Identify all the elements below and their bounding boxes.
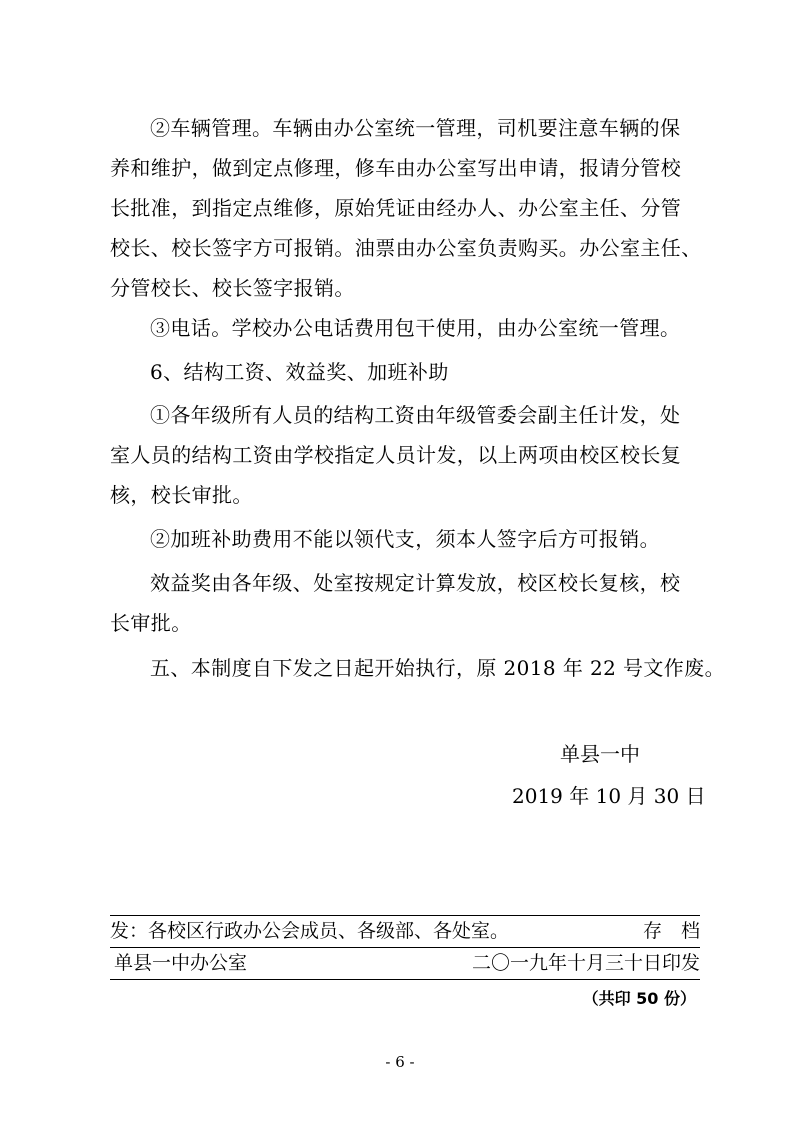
paragraph-line: 养和维护，做到定点修理，修车由办公室写出申请，报请分管校 — [110, 156, 682, 180]
copies-count: （共印 50 份） — [582, 989, 696, 1008]
paragraph-line: 校长、校长签字方可报销。油票由办公室负责购买。办公室主任、 — [110, 236, 702, 260]
paragraph-line: 核，校长审批。 — [110, 483, 253, 507]
paragraph-line: 效益奖由各年级、处室按规定计算发放，校区校长复核，校 — [150, 571, 681, 595]
paragraph-line: ③电话。学校办公电话费用包干使用，由办公室统一管理。 — [150, 316, 681, 340]
footer-issuer-row — [110, 950, 700, 976]
bonus-paragraph — [110, 563, 698, 643]
footer-top-rule — [110, 915, 700, 916]
paragraph-line: 长审批。 — [110, 611, 192, 635]
paragraph-line: 分管校长、校长签字报销。 — [110, 276, 355, 300]
signature-org: 单县一中 — [560, 742, 640, 766]
heading-line: 6、结构工资、效益奖、加班补助 — [150, 360, 449, 384]
paragraph-line: 长批准，到指定点维修，原始凭证由经办人、办公室主任、分管 — [110, 196, 682, 220]
overtime-paragraph — [110, 519, 698, 559]
archive-label: 存 档 — [642, 920, 700, 942]
footer-middle-rule — [110, 947, 700, 948]
issuer-name: 单县一中办公室 — [114, 952, 248, 974]
section-5-paragraph — [110, 648, 725, 688]
distribution-list: 发：各校区行政办公会成员、各级部、各处室。 — [110, 920, 510, 942]
signature-date: 2019 年 10 月 30 日 — [512, 784, 706, 808]
footer-bottom-rule — [110, 979, 700, 980]
paragraph-line: ②加班补助费用不能以领代支，须本人签字后方可报销。 — [150, 527, 660, 551]
section-6-heading — [110, 352, 698, 392]
page-number: - 6 - — [385, 1053, 415, 1071]
footer-distribution-row — [110, 918, 700, 944]
print-date: 二〇一九年十月三十日印发 — [471, 952, 700, 974]
paragraph-line: ②车辆管理。车辆由办公室统一管理，司机要注意车辆的保 — [150, 116, 681, 140]
vehicle-management-paragraph — [110, 108, 702, 308]
paragraph-line: 室人员的结构工资由学校指定人员计发，以上两项由校区校长复 — [110, 443, 682, 467]
paragraph-line: 五、本制度自下发之日起开始执行，原 2018 年 22 号文作废。 — [150, 656, 725, 680]
phone-paragraph — [110, 308, 698, 348]
salary-paragraph — [110, 395, 698, 515]
paragraph-line: ①各年级所有人员的结构工资由年级管委会副主任计发，处 — [150, 403, 681, 427]
